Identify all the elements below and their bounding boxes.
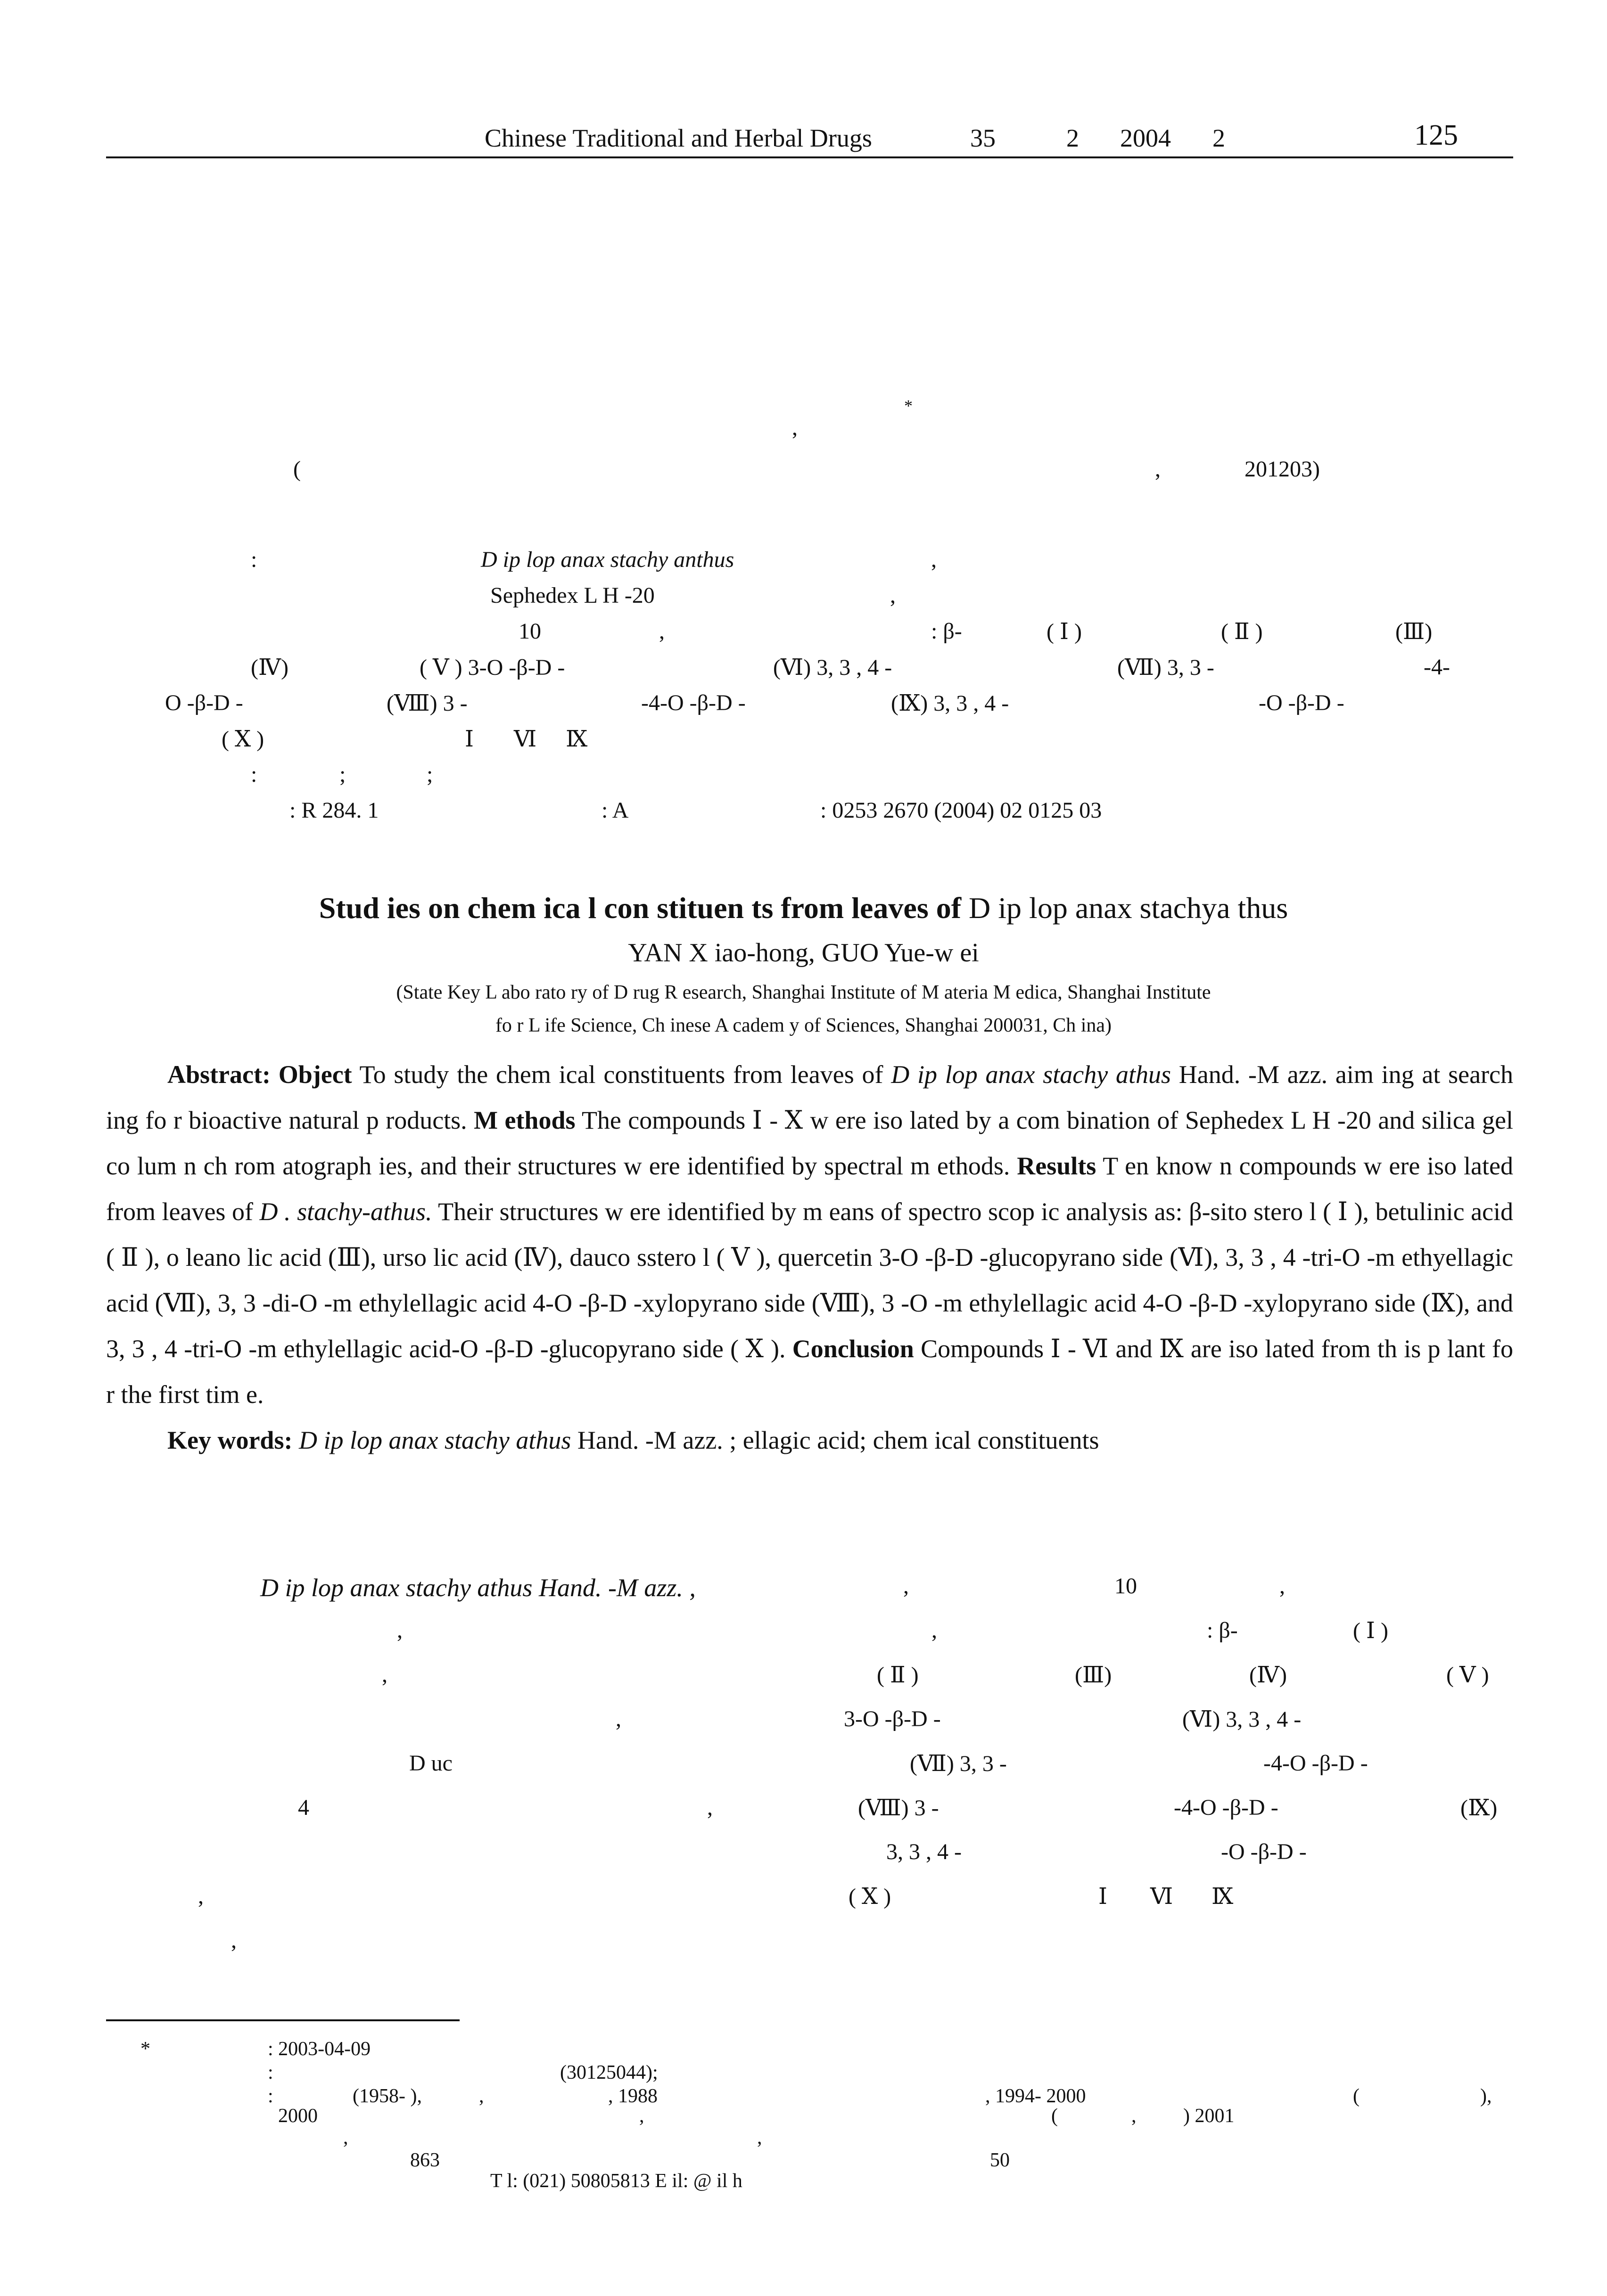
fn4-a: 2000 <box>278 2105 318 2127</box>
author-asterisk: * <box>904 396 913 415</box>
body-l6-c: (Ⅷ) 3 - <box>858 1796 939 1820</box>
running-header-journal: Chinese Traditional and Herbal Drugs <box>485 124 872 152</box>
cn-abstract-r5-2: (Ⅷ) 3 - <box>387 691 468 716</box>
object-text: To study the chem ical constituents from leaves of <box>359 1060 883 1089</box>
cn-abstract-ten: 10 <box>519 619 541 644</box>
cn-abstract-r4-2: ( Ⅴ ) 3-O -β-D - <box>420 655 565 680</box>
fn1-star: * <box>140 2038 150 2060</box>
object-label: Object <box>278 1060 352 1089</box>
cn-keywords-semi1: ; <box>339 762 346 787</box>
methods-label: M ethods <box>474 1106 576 1134</box>
cn-keywords-colon: : <box>251 762 257 787</box>
keywords-species: D ip lop anax stachy athus <box>298 1426 571 1454</box>
fn4-d: , <box>1131 2105 1137 2127</box>
english-abstract <box>106 1052 1513 1463</box>
abstract-text-1: Hand. -M azz. aim ing at search ing fo r bioactive natural p roducts. <box>106 1060 1514 1134</box>
cn-abstract-r6-3: Ⅵ <box>514 727 537 752</box>
fn3-g: ), <box>1480 2085 1492 2107</box>
body-l4-c: (Ⅵ) 3, 3 , 4 - <box>1182 1707 1302 1732</box>
body-l5-b: (Ⅶ) 3, 3 - <box>910 1751 1007 1776</box>
fn3-c: , <box>479 2085 484 2107</box>
body-l6-d: -4-O -β-D - <box>1174 1795 1278 1820</box>
body-l8-b: ( Ⅹ ) <box>849 1884 891 1909</box>
cn-abstract-r4-4: (Ⅶ) 3, 3 - <box>1117 655 1214 680</box>
page-number: 125 <box>1414 119 1458 151</box>
cn-abstract-comma1: , <box>931 547 937 572</box>
cn-abstract-beta: : β- <box>931 619 962 644</box>
body-l2-d: ( Ⅰ ) <box>1353 1618 1388 1643</box>
cn-abstract-comma2: , <box>890 583 896 608</box>
footnote-rule <box>106 2019 460 2021</box>
fn5-a: , <box>343 2127 348 2148</box>
affiliation-comma: , <box>1155 457 1161 482</box>
conclusion-label: Conclusion <box>792 1335 914 1363</box>
body-l3-e: ( Ⅴ ) <box>1446 1663 1489 1688</box>
fn7-contact: T l: (021) 50805813 E il: @ il h <box>490 2170 742 2192</box>
fn3-a: : <box>268 2085 273 2107</box>
running-header-issue: 2 <box>1066 124 1079 152</box>
cn-abstract-r5-5: -O -β-D - <box>1259 690 1344 715</box>
english-affiliation-line1: (State Key L abo rato ry of D rug R esearch, Shanghai Institute of M ateria M edica, Shanghai Institute <box>396 982 1211 1003</box>
cn-abstract-species: D ip lop anax stachy anthus <box>481 547 734 572</box>
cn-abstract-r4-5: -4- <box>1424 655 1450 680</box>
affiliation-paren: ( <box>293 457 301 482</box>
body-l8-c: Ⅰ <box>1098 1884 1107 1909</box>
results-label: Results <box>1017 1152 1096 1180</box>
fn6-a: 863 <box>410 2149 440 2171</box>
body-l1-d: , <box>1279 1574 1285 1599</box>
body-l7-b: -O -β-D - <box>1221 1839 1307 1864</box>
abstract-species-1: D ip lop anax stachy athus <box>891 1060 1171 1089</box>
author-separator: , <box>792 415 798 440</box>
body-l8-e: Ⅸ <box>1211 1884 1234 1909</box>
cn-keywords-semi2: ; <box>427 762 433 787</box>
fn4-b: , <box>639 2105 644 2127</box>
body-l9-a: , <box>231 1928 237 1953</box>
body-l1-c: 10 <box>1114 1574 1137 1599</box>
english-affiliation-line2: fo r L ife Science, Ch inese A cadem y of Sciences, Shanghai 200031, Ch ina) <box>495 1015 1112 1036</box>
cn-abstract-r4-1: (Ⅳ) <box>251 655 288 680</box>
body-l6-b: , <box>707 1795 713 1820</box>
body-l3-b: ( Ⅱ ) <box>877 1663 919 1688</box>
conclusion-text: Compounds Ⅰ - Ⅵ and Ⅸ are iso lated from th is p lant fo r the first tim e. <box>106 1335 1514 1409</box>
methods-text: The compounds Ⅰ - Ⅹ w ere iso lated by a com bination of Sephedex L H -20 and silica gel co lum n ch rom atograph ies, and their structures w ere identified by spectral m ethods. <box>106 1106 1514 1180</box>
fn4-c: ( <box>1051 2105 1058 2127</box>
body-l3-c: (Ⅲ) <box>1075 1663 1112 1688</box>
cn-abstract-column: Sephedex L H -20 <box>490 583 655 608</box>
cn-abstract-r5-4: (Ⅸ) 3, 3 , 4 - <box>891 691 1009 716</box>
cn-abstract-r3-1: ( Ⅰ ) <box>1047 619 1082 644</box>
keywords-line <box>106 1418 1513 1463</box>
cn-abstract-r6-4: Ⅸ <box>566 727 588 752</box>
body-l4-a: , <box>616 1706 621 1731</box>
cn-abstract-r5-1: O -β-D - <box>165 690 243 715</box>
keywords-label: Key words: <box>167 1426 293 1454</box>
running-header-month: 2 <box>1212 124 1225 152</box>
cn-abstract-r3-2: ( Ⅱ ) <box>1221 619 1263 644</box>
cn-document-code: : A <box>602 798 629 823</box>
cn-abstract-r3-3: (Ⅲ) <box>1395 619 1433 644</box>
cn-abstract-r5-3: -4-O -β-D - <box>641 690 746 715</box>
body-l2-b: , <box>931 1618 937 1643</box>
fn6-b: 50 <box>990 2149 1010 2171</box>
fn2-b: (30125044); <box>560 2062 658 2083</box>
results-text-2: Their structures w ere identified by m eans of spectro scop ic analysis as: β-sito stero l ( Ⅰ ), betulinic acid ( Ⅱ ), o leano lic acid (Ⅲ), urso lic acid (Ⅳ), dauco sstero l ( Ⅴ ), quercetin 3-O -β-D -glucopyrano side (Ⅵ), 3, 3 , 4 -tri-O -m ethyellagic acid (Ⅶ), 3, 3 -di-O -m ethylellagic acid 4-O -β-D -xylopyrano side (Ⅷ), 3 -O -m ethylellagic acid 4-O -β-D -xylopyrano side (Ⅸ), and 3, 3 , 4 -tri-O -m ethylellagic acid-O -β-D -glucopyrano side ( Ⅹ ). <box>106 1197 1514 1363</box>
cn-abstract-r6-1: ( Ⅹ ) <box>222 727 264 752</box>
body-l5-c: -4-O -β-D - <box>1263 1751 1368 1776</box>
body-l8-d: Ⅵ <box>1150 1884 1173 1909</box>
abstract-species-2: D . stachy-athus. <box>259 1197 432 1226</box>
cn-classification-number: : R 284. 1 <box>289 798 379 823</box>
fn4-e: ) 2001 <box>1183 2105 1235 2127</box>
running-header-volume: 35 <box>970 124 996 152</box>
abstract-label: Abstract: <box>167 1060 271 1089</box>
body-l4-b: 3-O -β-D - <box>844 1706 941 1731</box>
body-l3-a: , <box>382 1662 387 1687</box>
english-title-species: D ip lop anax stachya thus <box>969 891 1288 925</box>
header-rule <box>106 156 1513 158</box>
fn3-b: (1958- ), <box>353 2085 422 2107</box>
cn-abstract-colon: : <box>251 547 257 572</box>
body-l2-c: : β- <box>1207 1618 1238 1643</box>
english-title-main: Stud ies on chem ica l con stituen ts from leaves of <box>319 891 962 925</box>
english-title <box>0 891 1607 926</box>
body-l7-a: 3, 3 , 4 - <box>886 1839 962 1864</box>
cn-article-id: : 0253 2670 (2004) 02 0125 03 <box>820 798 1102 823</box>
cn-abstract-comma3: , <box>659 619 665 644</box>
body-l1-b: , <box>903 1574 909 1599</box>
body-l6-e: (Ⅸ) <box>1460 1796 1498 1820</box>
keywords-text: Hand. -M azz. ; ellagic acid; chem ical constituents <box>577 1426 1099 1454</box>
cn-abstract-r6-2: Ⅰ <box>465 727 474 752</box>
fn1-date: : 2003-04-09 <box>268 2038 371 2060</box>
body-l2-a: , <box>397 1618 403 1643</box>
body-l1-species: D ip lop anax stachy athus Hand. -M azz. , <box>260 1574 696 1602</box>
cn-abstract-r4-3: (Ⅵ) 3, 3 , 4 - <box>773 655 892 680</box>
affiliation-postcode: 201203) <box>1244 457 1320 482</box>
fn3-d: , 1988 <box>608 2085 658 2107</box>
fn3-f: ( <box>1353 2085 1360 2107</box>
fn2-a: : <box>268 2062 273 2083</box>
english-authors: YAN X iao-hong, GUO Yue-w ei <box>628 938 979 968</box>
body-l6-a: 4 <box>298 1795 309 1820</box>
running-header-year: 2004 <box>1120 124 1171 152</box>
body-l3-d: (Ⅳ) <box>1249 1663 1287 1688</box>
body-l8-a: , <box>198 1884 204 1909</box>
fn5-b: , <box>757 2127 762 2148</box>
body-l5-a: D uc <box>409 1751 453 1776</box>
results-text-1: T en know n compounds w ere iso lated from leaves of <box>106 1152 1513 1226</box>
fn3-e: , 1994- 2000 <box>985 2085 1086 2107</box>
